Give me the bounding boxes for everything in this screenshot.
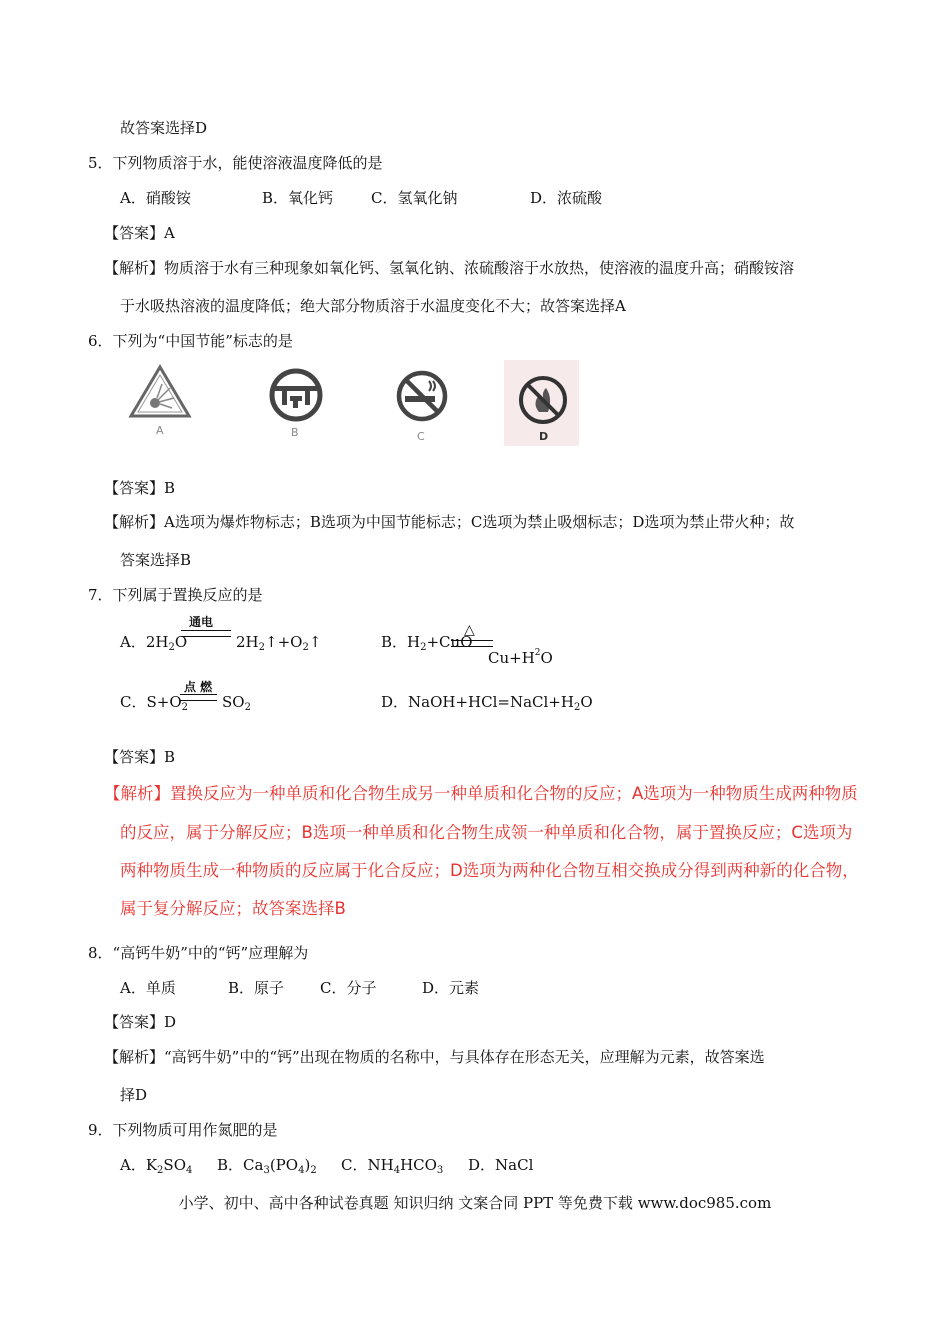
q8-analysis-line1: 【解析】“高钙牛奶”中的“钙”出现在物质的名称中，与具体存在形态无关，应理解为元素，故答案选 <box>104 1048 765 1066</box>
q7-option-b-condition: △ <box>464 622 475 638</box>
q8-option-a: A．单质 <box>120 979 176 997</box>
q5-option-d: D．浓硫酸 <box>530 189 603 207</box>
sign-label-a: A <box>156 424 164 437</box>
q6-stem: 6．下列为“中国节能”标志的是 <box>88 332 293 350</box>
q7-option-c-equals-bar <box>180 694 217 701</box>
q8-analysis-line2: 择D <box>120 1086 148 1104</box>
q8-answer: 【答案】D <box>104 1013 177 1031</box>
q7-analysis-line4: 属于复分解反应；故答案选择B <box>120 899 346 918</box>
q5-option-b: B．氧化钙 <box>262 189 334 207</box>
q9-option-b: B．$Ca_3(PO_4)_2$ <box>217 1156 317 1176</box>
q7-option-a-equals-bar <box>181 630 231 637</box>
no-fire-sign <box>517 374 569 426</box>
q5-answer: 【答案】A <box>104 224 175 242</box>
q8-option-d: D．元素 <box>422 979 480 997</box>
q7-option-c-condition: 点 燃 <box>184 680 213 694</box>
sign-label-c: C <box>417 430 425 443</box>
q7-stem: 7．下列属于置换反应的是 <box>88 586 263 604</box>
q9-option-c: C．$NH_4HCO_3$ <box>341 1156 444 1176</box>
q8-option-c: C．分子 <box>320 979 377 997</box>
q5-stem: 5．下列物质溶于水，能使溶液温度降低的是 <box>88 154 383 172</box>
q7-option-c-reactant: C．$S+O_2$ <box>120 693 188 713</box>
q9-option-a: A．$K_2SO_4$ <box>120 1156 193 1176</box>
q7-option-b-equals-bar <box>451 640 493 647</box>
q4-answer-tail: 故答案选择D <box>120 119 208 137</box>
q8-stem: 8．“高钙牛奶”中的“钙”应理解为 <box>88 944 309 962</box>
q7-answer: 【答案】B <box>104 748 176 766</box>
q8-option-b: B．原子 <box>228 979 285 997</box>
no-smoking-sign <box>395 369 449 423</box>
q7-option-a-reactant: A．$2H_2O$ <box>120 633 188 653</box>
q7-option-c-product: $SO_2$ <box>222 693 251 713</box>
q9-stem: 9．下列物质可用作氮肥的是 <box>88 1121 278 1139</box>
q6-analysis-line1: 【解析】A选项为爆炸物标志；B选项为中国节能标志；C选项为禁止吸烟标志；D选项为禁止带火种；故 <box>104 513 795 531</box>
q9-option-d: D．NaCl <box>468 1156 534 1174</box>
q7-option-a-product: $2H_2↑+O_2↑$ <box>236 633 322 653</box>
q5-analysis-line1: 【解析】物质溶于水有三种现象如氧化钙、氢氧化钠、浓硫酸溶于水放热，使溶液的温度升高；硝酸铵溶 <box>104 259 795 277</box>
page-footer: 小学、初中、高中各种试卷真题 知识归纳 文案合同 PPT 等免费下载 www.doc985.com <box>178 1194 772 1212</box>
explosive-warning-sign <box>128 364 192 420</box>
q5-option-a: A．硝酸铵 <box>120 189 191 207</box>
sign-label-d: D <box>539 430 549 443</box>
q5-option-c: C．氢氧化钠 <box>371 189 458 207</box>
q6-analysis-line2: 答案选择B <box>120 551 192 569</box>
q7-option-a-condition: 通电 <box>189 615 214 629</box>
q7-option-b-product: $Cu+H^2O$ <box>488 648 553 667</box>
q7-analysis-line1: 【解析】置换反应为一种单质和化合物生成另一种单质和化合物的反应；A选项为一种物质生成两种物质 <box>104 784 858 803</box>
energy-saving-sign <box>269 368 323 422</box>
q5-analysis-line2: 于水吸热溶液的温度降低；绝大部分物质溶于水温度变化不大；故答案选择A <box>120 297 626 315</box>
q6-answer: 【答案】B <box>104 479 176 497</box>
q7-option-b-reactant: B．$H_2+CuO$ <box>381 633 473 653</box>
sign-label-b: B <box>291 426 299 439</box>
q7-analysis-line2: 的反应，属于分解反应；B选项一种单质和化合物生成领一种单质和化合物，属于置换反应；C选项为 <box>120 823 853 842</box>
q7-analysis-line3: 两种物质生成一种物质的反应属于化合反应；D选项为两种化合物互相交换成分得到两种新的化合物， <box>120 861 859 880</box>
q7-option-d: D．$NaOH+HCl=NaCl+H_2O$ <box>381 693 593 713</box>
